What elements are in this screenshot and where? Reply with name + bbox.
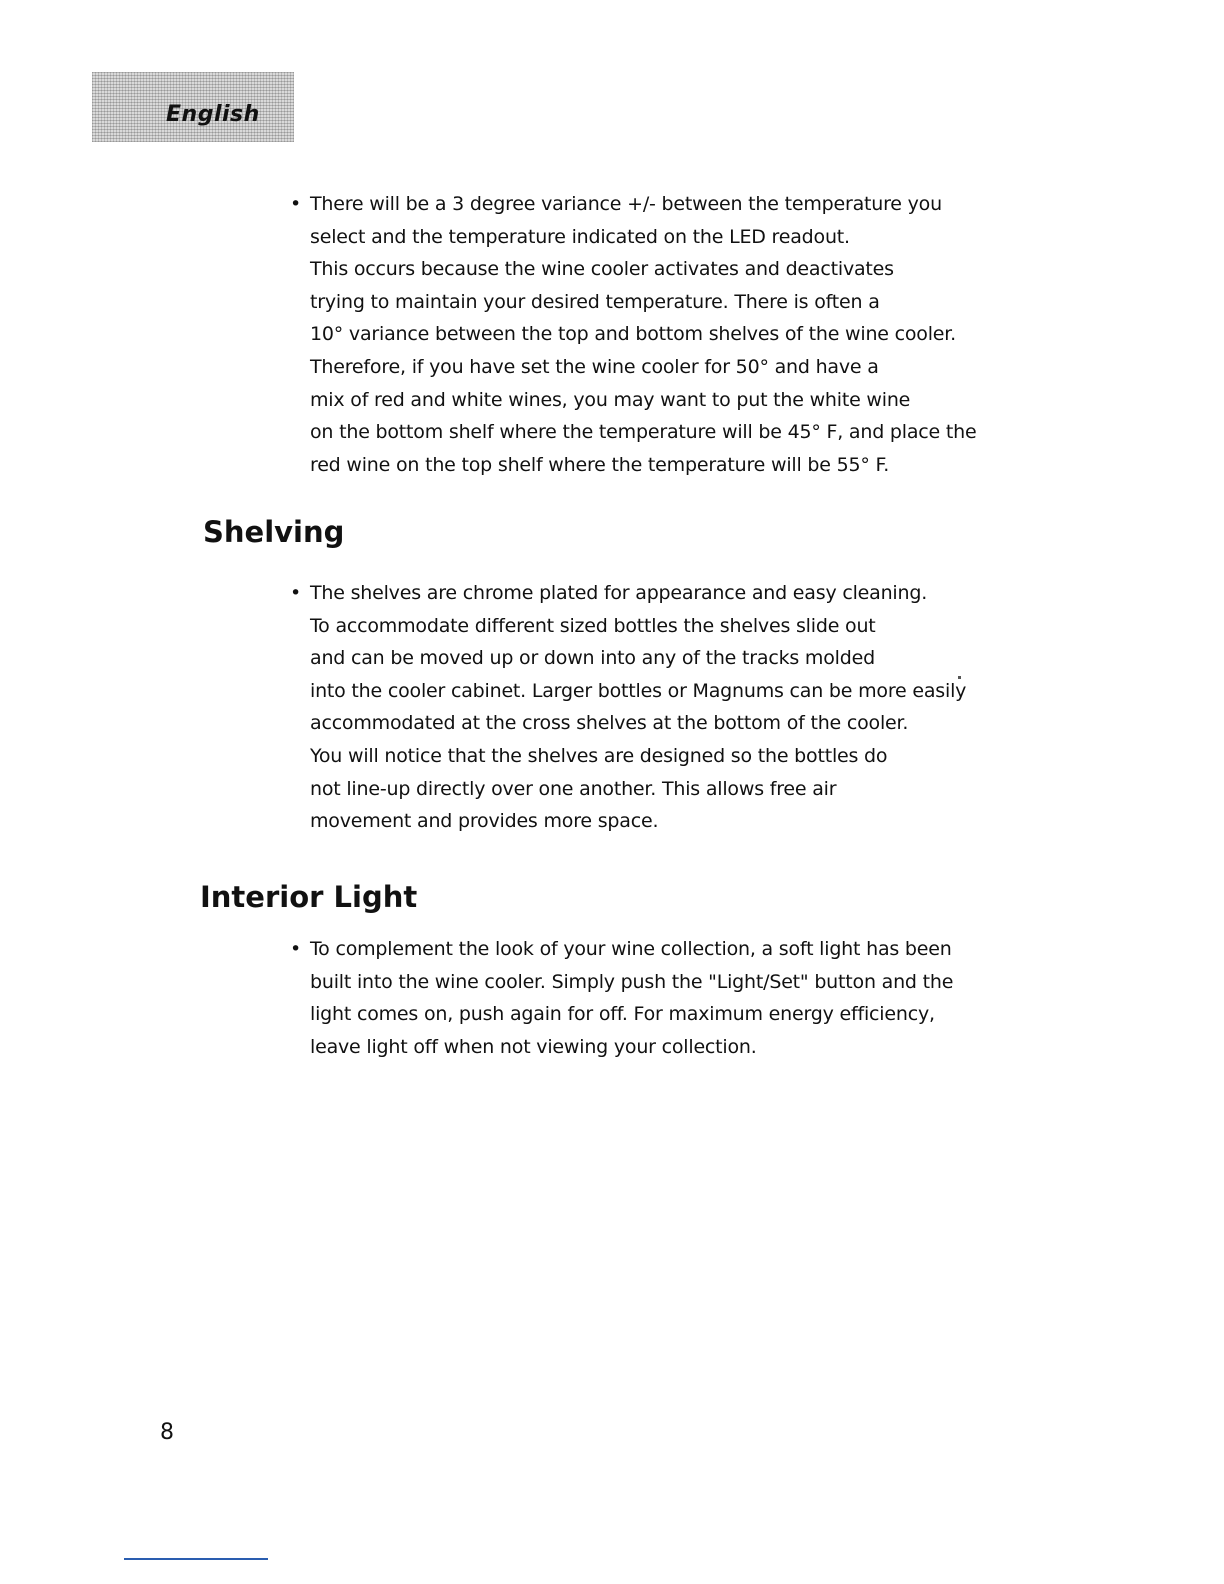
paragraph-line: Therefore, if you have set the wine cooler for 50° and have a [310, 355, 879, 378]
scan-speck [958, 676, 961, 679]
paragraph-line: select and the temperature indicated on the LED readout. [310, 225, 850, 248]
temperature-variance-paragraph [290, 188, 977, 481]
paragraph-line: • There will be a 3 degree variance +/- between the temperature you [290, 188, 950, 221]
paragraph-line: not line-up directly over one another. This allows free air [310, 777, 837, 800]
paragraph-line: leave light off when not viewing your collection. [310, 1035, 757, 1058]
bullet-icon: • [290, 582, 302, 604]
paragraph-line: • The shelves are chrome plated for appearance and easy cleaning. [290, 577, 950, 610]
paragraph-line: trying to maintain your desired temperature. There is often a [310, 290, 880, 313]
paragraph-line: • To complement the look of your wine collection, a soft light has been [290, 933, 950, 966]
paragraph-line: You will notice that the shelves are designed so the bottles do [310, 744, 888, 767]
language-tab-label: English [166, 102, 260, 127]
bullet-icon: • [290, 193, 302, 215]
shelving-paragraph [290, 577, 967, 838]
bullet-icon: • [290, 938, 302, 960]
interior-light-paragraph [290, 933, 954, 1063]
paragraph-line: movement and provides more space. [310, 810, 659, 833]
bottom-rule [124, 1558, 268, 1560]
paragraph-line: To accommodate different sized bottles the shelves slide out [310, 614, 876, 637]
paragraph-line: light comes on, push again for off. For maximum energy efficiency, [310, 1003, 935, 1026]
interior-light-heading: Interior Light [200, 880, 418, 914]
paragraph-line: This occurs because the wine cooler activates and deactivates [310, 258, 894, 281]
paragraph-line: into the cooler cabinet. Larger bottles or Magnums can be more easily [310, 679, 967, 702]
shelving-heading: Shelving [203, 515, 345, 549]
paragraph-line: red wine on the top shelf where the temperature will be 55° F. [310, 453, 890, 476]
paragraph-line: mix of red and white wines, you may want to put the white wine [310, 388, 911, 411]
paragraph-line: 10° variance between the top and bottom shelves of the wine cooler. [310, 323, 957, 346]
paragraph-line: accommodated at the cross shelves at the bottom of the cooler. [310, 712, 909, 735]
paragraph-line: and can be moved up or down into any of the tracks molded [310, 647, 875, 670]
paragraph-line: built into the wine cooler. Simply push the "Light/Set" button and the [310, 970, 954, 993]
page-number: 8 [160, 1420, 174, 1445]
paragraph-line: on the bottom shelf where the temperature will be 45° F, and place the [310, 421, 977, 444]
